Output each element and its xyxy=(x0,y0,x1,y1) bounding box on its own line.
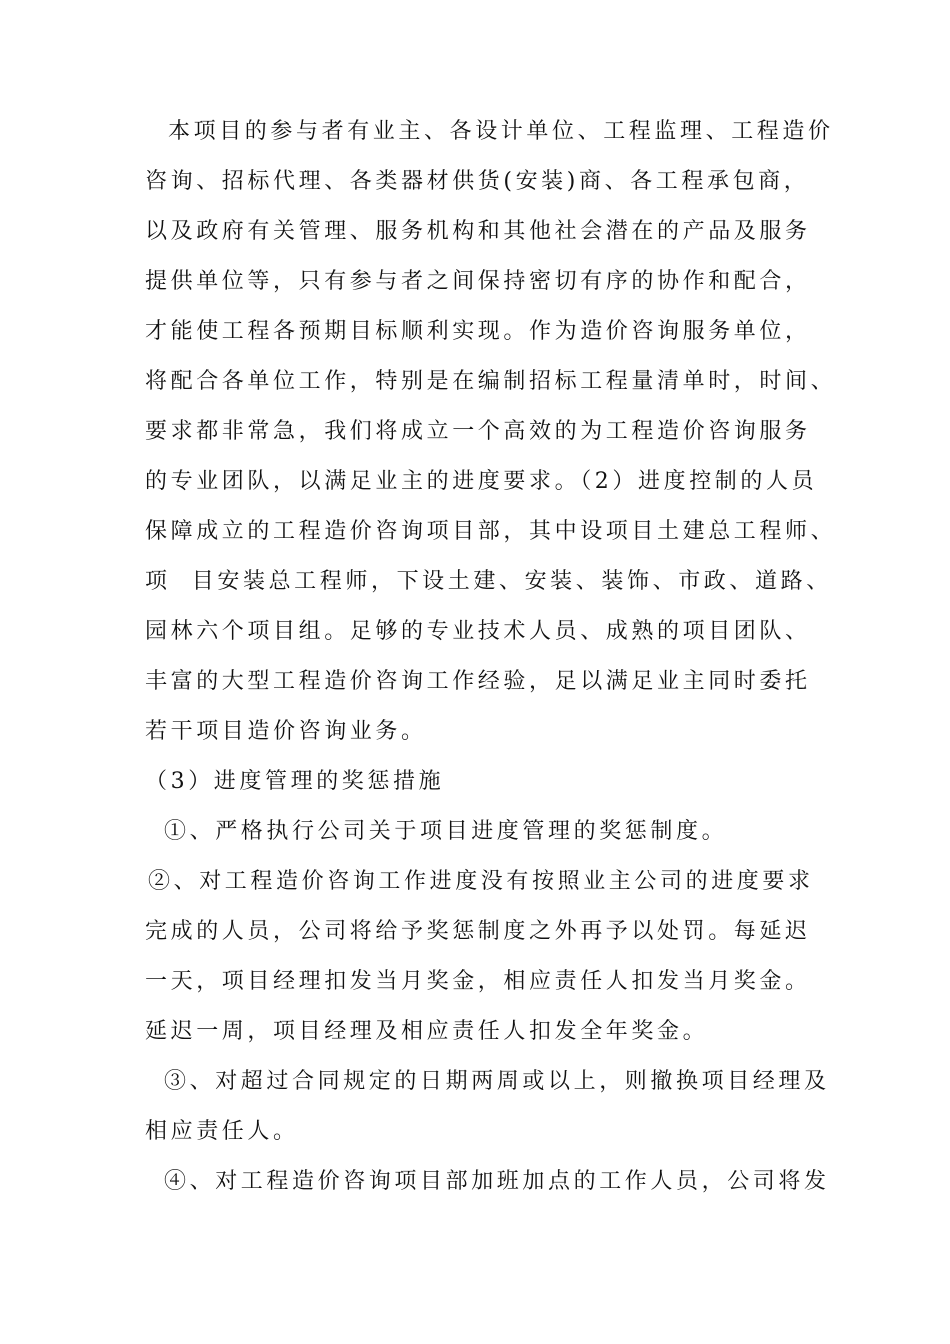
paragraph-line: 的专业团队，以满足业主的进度要求。（2）进度控制的人员 xyxy=(145,469,818,494)
paragraph-line: 项 目安装总工程师，下设土建、安装、装饰、市政、道路、 xyxy=(145,569,832,594)
paragraph-line: 本项目的参与者有业主、各设计单位、工程监理、工程造价 xyxy=(168,119,834,144)
list-item: ③、对超过合同规定的日期两周或以上，则撤换项目经理及 xyxy=(164,1069,830,1094)
paragraph-line: 若干项目造价咨询业务。 xyxy=(145,719,427,744)
paragraph-line: 完成的人员，公司将给予奖惩制度之外再予以处罚。每延迟 xyxy=(145,919,811,944)
paragraph-line: 才能使工程各预期目标顺利实现。作为造价咨询服务单位， xyxy=(145,319,811,344)
list-item: ①、严格执行公司关于项目进度管理的奖惩制度。 xyxy=(164,819,728,844)
paragraph-line: 丰富的大型工程造价咨询工作经验，足以满足业主同时委托 xyxy=(145,669,811,694)
paragraph-line: 延迟一周，项目经理及相应责任人扣发全年奖金。 xyxy=(145,1019,709,1044)
paragraph-line: 园林六个项目组。足够的专业技术人员、成熟的项目团队、 xyxy=(145,619,811,644)
paragraph-line: 一天，项目经理扣发当月奖金，相应责任人扣发当月奖金。 xyxy=(145,969,811,994)
section-heading: （3）进度管理的奖惩措施 xyxy=(145,769,445,794)
paragraph-line: 保障成立的工程造价咨询项目部，其中设项目土建总工程师、 xyxy=(145,519,837,544)
paragraph-line: 咨询、招标代理、各类器材供货(安装)商、各工程承包商， xyxy=(145,169,810,194)
paragraph-line: 相应责任人。 xyxy=(145,1119,299,1144)
paragraph-line: 要求都非常急，我们将成立一个高效的为工程造价咨询服务 xyxy=(145,419,811,444)
list-item: ④、对工程造价咨询项目部加班加点的工作人员，公司将发 xyxy=(164,1169,830,1194)
paragraph-line: 提供单位等，只有参与者之间保持密切有序的协作和配合， xyxy=(145,269,811,294)
list-item: ②、对工程造价咨询工作进度没有按照业主公司的进度要求 xyxy=(148,869,814,894)
paragraph-line: 以及政府有关管理、服务机构和其他社会潜在的产品及服务 xyxy=(145,219,811,244)
paragraph-line: 将配合各单位工作，特别是在编制招标工程量清单时，时间、 xyxy=(145,369,837,394)
